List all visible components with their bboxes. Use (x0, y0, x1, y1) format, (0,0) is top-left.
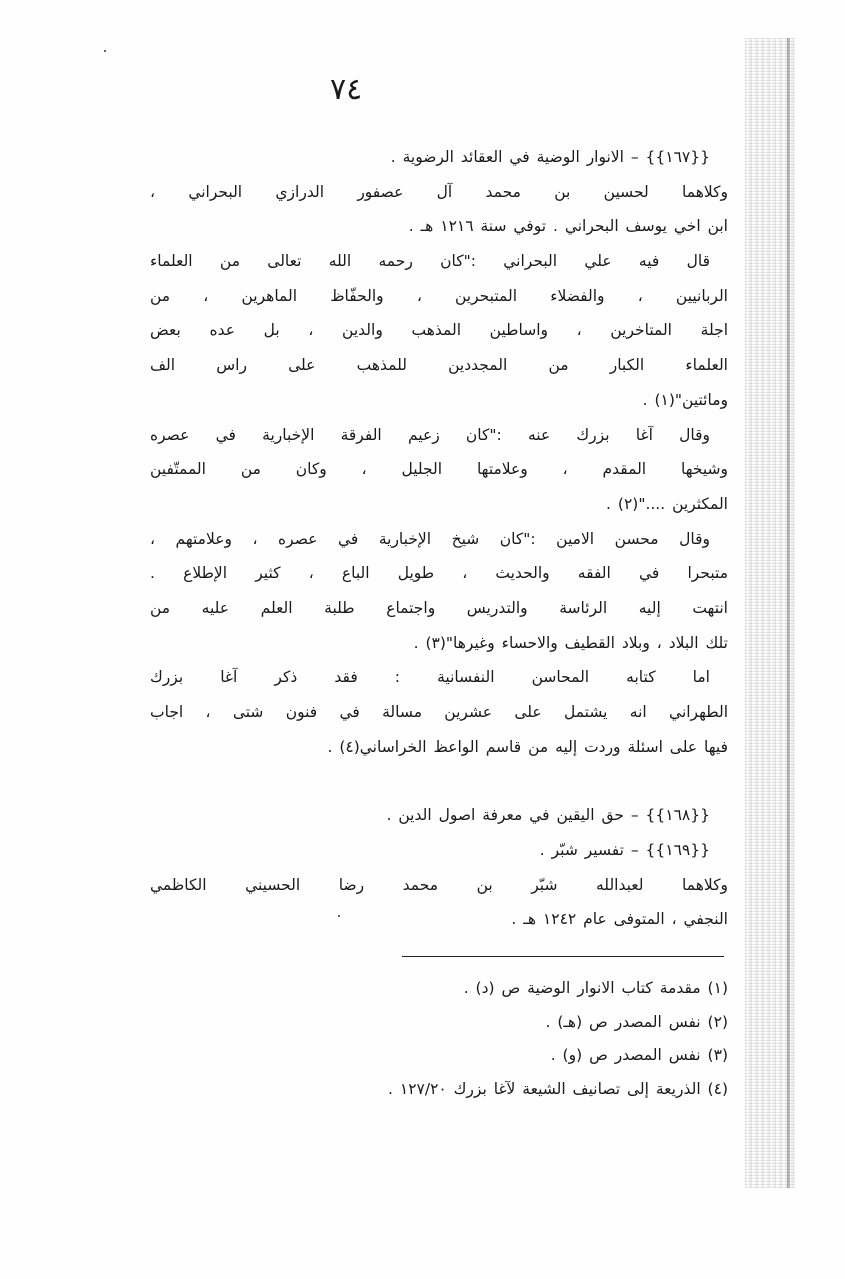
body-line: العلماء الكبار من المجددين للمذهب على راس الف (150, 356, 728, 375)
body-line: وكلاهما لعبدالله شبّر بن محمد رضا الحسيني الكاظمي (150, 875, 728, 894)
footnote-4: (٤) الذريعة إلى تصانيف الشيعة لآغا بزرك ١٢٧/٢٠ . (388, 1079, 728, 1098)
scan-speck (104, 50, 106, 52)
page-number: ٧٤ (330, 72, 363, 107)
body-line: تلك البلاد ، وبلاد القطيف والاحساء وغيرها"(٣) . (413, 633, 728, 652)
body-line: المكثرين ...."(٢) . (606, 494, 728, 513)
footnote-2: (٢) نفس المصدر ص (هـ) . (545, 1012, 728, 1031)
body-line: الطهراني انه يشتمل على عشرين مسالة في فنون شتى ، اجاب (150, 703, 728, 721)
body-line: وقال آغا بزرك عنه :"كان زعيم الفرقة الإخبارية في عصره (150, 425, 710, 444)
entry-heading-168: {{١٦٨}} – حق اليقين في معرفة اصول الدين . (386, 806, 710, 825)
footnotes (220, 972, 728, 1106)
paragraph-gap (150, 764, 728, 798)
scan-binding-edge (745, 38, 795, 1188)
body-line: الربانيين ، والفضلاء المتبحرين ، والحفّاظ الماهرين ، من (150, 286, 728, 305)
body-line: فيها على اسئلة وردت إليه من قاسم الواعظ الخراساني(٤) . (327, 737, 728, 756)
body-line: ابن اخي يوسف البحراني . توفي سنة ١٢١٦ هـ . (408, 217, 728, 236)
body-line: اجلة المتاخرين ، واساطين المذهب والدين ، بل عده بعض (150, 321, 728, 340)
footnote-1: (١) مقدمة كتاب الانوار الوضية ص (د) . (463, 979, 728, 997)
body-text (150, 140, 728, 937)
body-line: اما كتابه المحاسن النفسانية : فقد ذكر آغا بزرك (150, 668, 710, 687)
scan-speck (338, 915, 340, 917)
footnote-3: (٣) نفس المصدر ص (و) . (550, 1046, 728, 1064)
entry-heading-167: {{١٦٧}} – الانوار الوضية في العقائد الرضوية . (390, 148, 710, 166)
body-line: ومائتين"(١) . (642, 390, 728, 409)
footnote-divider (402, 956, 724, 957)
body-line: وكلاهما لحسين بن محمد آل عصفور الدرازي البحراني ، (150, 182, 728, 201)
body-line: وقال محسن الامين :"كان شيخ الإخبارية في عصره ، وعلامتهم ، (150, 529, 710, 548)
body-line: قال فيه علي البحراني :"كان رحمه الله تعالى من العلماء (150, 252, 710, 271)
body-line: وشيخها المقدم ، وعلامتها الجليل ، وكان من الممتّفين (150, 460, 728, 479)
entry-heading-169: {{١٦٩}} – تفسير شبّر . (539, 841, 710, 860)
body-line: انتهت إليه الرئاسة والتدريس واجتماع طلبة العلم عليه من (150, 598, 728, 617)
body-line: النجفي ، المتوفى عام ١٢٤٢ هـ . (511, 910, 728, 929)
body-line: متبحرا في الفقه والحديث ، طويل الباع ، كثير الإطلاع . (150, 564, 728, 583)
